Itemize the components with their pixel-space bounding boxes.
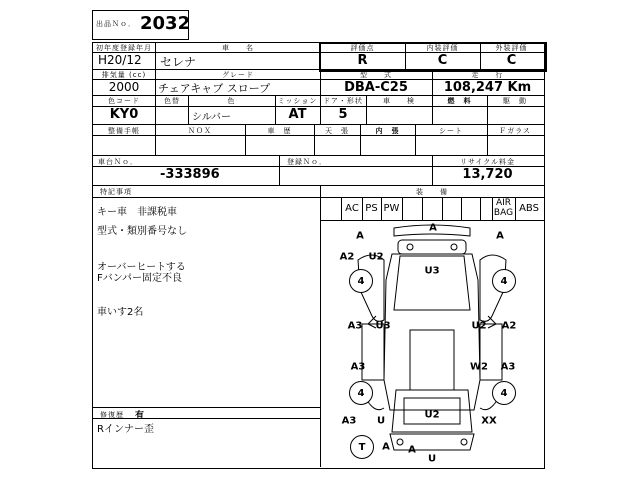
first-registration: H20/12 [98, 53, 142, 67]
damage-mark: XX [481, 415, 497, 427]
door-label: ドア・形状 [323, 97, 363, 105]
damage-mark: U3 [375, 320, 391, 332]
color-change-label: 色替 [164, 97, 180, 105]
model-label: 型 式 [360, 71, 392, 79]
tire-mark: 4 [492, 269, 516, 293]
tire-mark: 4 [349, 381, 373, 405]
equipment-item-airbag: AIR BAG [493, 198, 514, 218]
tire-mark: 4 [349, 269, 373, 293]
name-label: 車 名 [222, 44, 254, 52]
equipment-item-pw: PW [383, 203, 400, 214]
color-label: 色 [227, 97, 236, 105]
repair-history-value: 有 [135, 411, 145, 421]
exterior-value: C [506, 53, 517, 68]
mission: AT [288, 107, 307, 122]
damage-mark: A [356, 230, 364, 242]
equipment-item-ps: PS [365, 203, 378, 214]
score-value: R [357, 53, 368, 68]
mileage-label: 走 行 [471, 71, 504, 79]
damage-mark: U2 [368, 251, 384, 263]
glass-label: Ｆガラス [499, 127, 531, 135]
damage-mark: A [408, 444, 416, 456]
inspection-label: 車 検 [383, 97, 415, 105]
special-note-line: Fバンパー固定不良 [97, 273, 183, 284]
nox-label: ＮＯＸ [188, 127, 212, 135]
special-note-line: 型式・類別番号なし [97, 226, 187, 237]
displacement-label: 排気量 (cc) [101, 71, 147, 79]
mileage: 108,247 Km [443, 80, 532, 95]
seat-label: シート [439, 127, 463, 135]
equipment-item-ac: AC [345, 203, 359, 214]
mission-label: ミッション [277, 97, 318, 105]
model-code: DBA-C25 [344, 80, 408, 95]
recycle-label: リサイクル料金 [459, 158, 516, 166]
score-label: 評価点 [350, 44, 375, 52]
damage-mark: A3 [500, 361, 516, 373]
damage-mark: A [382, 441, 390, 453]
special-notes-label: 特記事項 [100, 188, 132, 196]
history-label: 車 歴 [267, 127, 292, 135]
chassis-label: 車台Ｎｏ． [98, 158, 138, 166]
color-code: KY0 [109, 107, 139, 122]
recycle-fee: 13,720 [462, 167, 513, 182]
grade: チェアキャブ スロープ [158, 82, 271, 95]
interior-label: 内装評価 [426, 44, 459, 52]
chassis-number: -333896 [160, 167, 220, 182]
damage-mark: A3 [341, 415, 357, 427]
grade-label: グレード [222, 71, 254, 79]
damage-mark: A2 [501, 320, 517, 332]
damage-mark: A [429, 222, 437, 234]
damage-mark: U2 [471, 320, 487, 332]
damage-mark: A3 [347, 320, 363, 332]
damage-mark: U [427, 453, 437, 465]
fuel-label: 燃 料 [447, 97, 472, 105]
lot-number: 2032 [140, 13, 191, 34]
damage-mark: U3 [424, 265, 440, 277]
damage-mark: U [376, 415, 386, 427]
ceiling-label: 天 張 [325, 127, 349, 135]
special-note-line: キー車 非課税車 [97, 207, 177, 218]
equipment-item-abs: ABS [519, 203, 539, 214]
special-note-line: オーバーヒートする [97, 262, 186, 273]
damage-mark: A2 [339, 251, 355, 263]
displacement: 2000 [108, 80, 140, 94]
door-count: 5 [338, 107, 348, 122]
exterior-label: 外装評価 [495, 44, 528, 52]
year-label: 初年度登録年月 [96, 44, 152, 52]
tire-mark: T [350, 435, 374, 459]
damage-mark: A [496, 230, 504, 242]
equipment-label: 装 備 [416, 188, 448, 196]
drive-label: 駆 動 [503, 97, 527, 105]
tire-mark: 4 [492, 381, 516, 405]
color: シルバー [192, 112, 232, 123]
manual-label: 整備手帳 [108, 127, 140, 135]
car-name: セレナ [160, 55, 197, 69]
color-code-label: 色コード [108, 97, 140, 105]
lot-label: 出品Ｎｏ． [96, 20, 136, 28]
interior-trim-label: 内 張 [375, 127, 400, 135]
interior-value: C [437, 53, 448, 68]
repair-history-label: 修復歴 [100, 411, 124, 419]
damage-mark: U2 [424, 409, 440, 421]
special-note-line: 車いす2名 [97, 307, 144, 318]
registration-label: 登録Ｎｏ． [287, 158, 327, 166]
repair-note: Rインナー歪 [97, 424, 154, 435]
damage-mark: W2 [470, 361, 488, 373]
damage-mark: A3 [350, 361, 366, 373]
